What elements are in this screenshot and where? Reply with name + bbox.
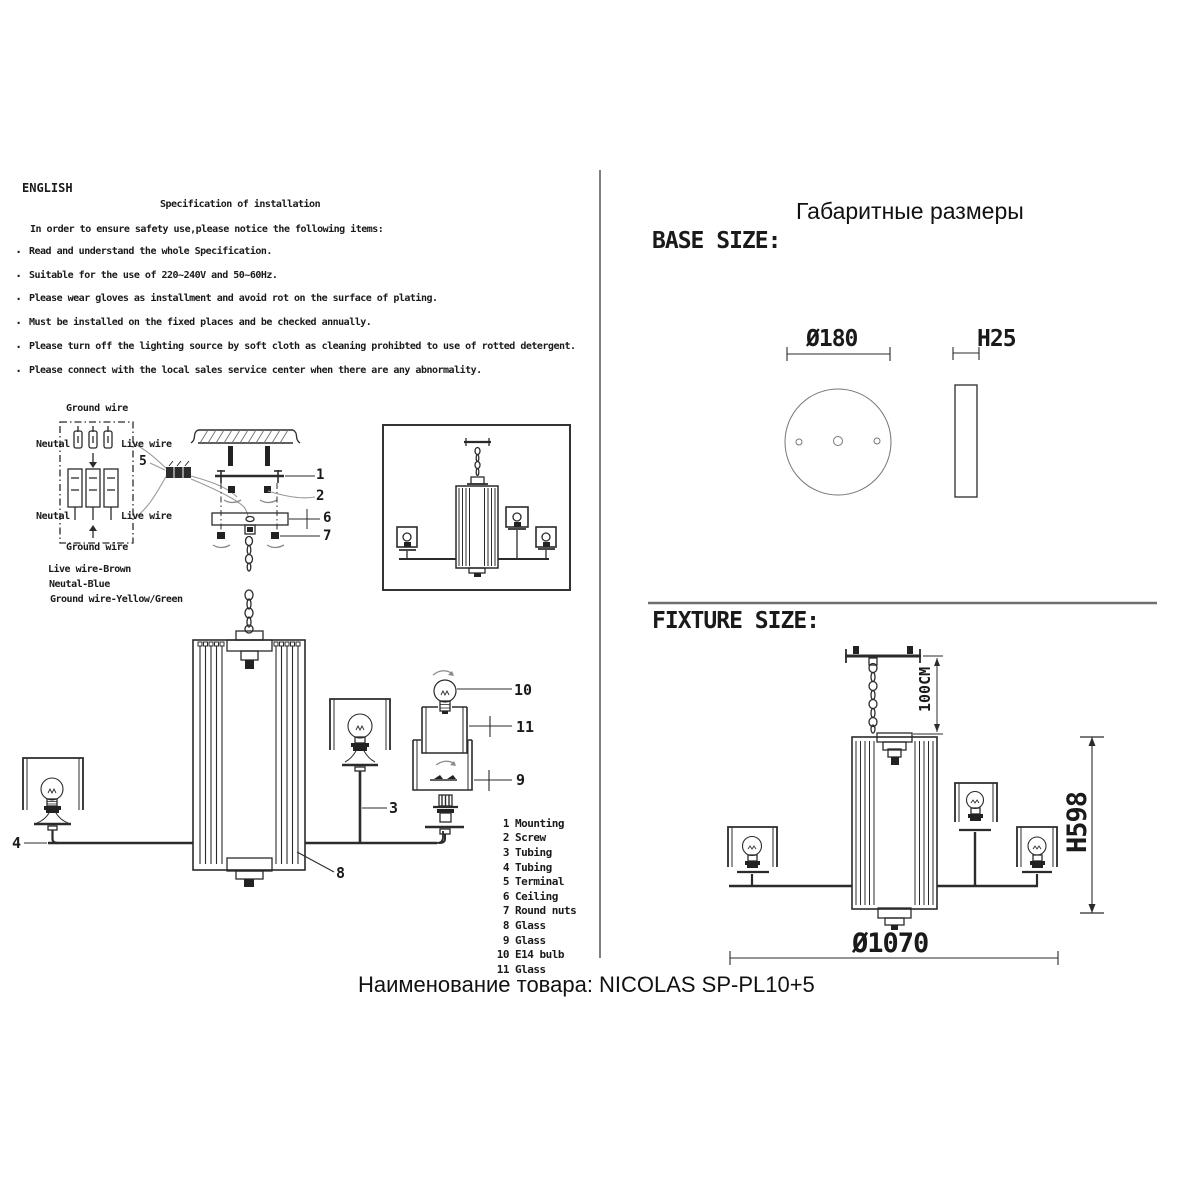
base-height-dim: H25 — [977, 326, 1016, 352]
neutral-top-label: Neutal — [36, 439, 70, 450]
fixture-height-dim: H598 — [1062, 791, 1093, 853]
spec-bullet: · Please wear gloves as installment and avoid rot on the surface of plating. — [29, 293, 438, 304]
parts-list-row: 11 Glass — [496, 962, 546, 976]
dimensions-title-ru: Габаритные размеры — [796, 198, 1024, 224]
parts-list-row: 3 Tubing — [502, 845, 552, 859]
ground-wire-bottom-label: Ground wire — [66, 542, 128, 553]
base-diameter-dim: Ø180 — [806, 326, 858, 352]
legend-neutral: Neutal-Blue — [49, 579, 110, 590]
spec-bullet: · Read and understand the whole Specification. — [29, 246, 272, 257]
parts-list-row: 8 Glass — [502, 918, 546, 932]
live-wire-bottom-label: Live wire — [121, 511, 172, 522]
parts-list-row: 2 Screw — [502, 831, 546, 845]
callout-screw: 2 — [316, 488, 325, 504]
legend-ground-wire: Ground wire-Yellow/Green — [50, 594, 183, 605]
parts-list — [492, 816, 576, 977]
parts-list-row: 10 E14 bulb — [496, 948, 564, 962]
spec-bullet: · Must be installed on the fixed places and be checked annually. — [29, 317, 371, 328]
callout-tubing-3: 3 — [389, 799, 399, 817]
product-name-line — [358, 972, 821, 998]
inset-overview-drawing — [383, 425, 570, 590]
spec-bullet: · Please turn off the lighting source by soft cloth as cleaning prohibted to use of rotted detergent. — [29, 341, 576, 352]
callout-mounting: 1 — [316, 467, 325, 483]
base-size-heading: BASE SIZE: — [652, 228, 781, 254]
callout-bulb-10: 10 — [514, 681, 533, 699]
chain-length-dim: 100CM — [916, 666, 934, 712]
english-heading: ENGLISH — [22, 181, 73, 195]
base-size-drawing — [785, 347, 979, 497]
callout-glass-8: 8 — [336, 864, 346, 882]
spec-bullet: · Suitable for the use of 220~240V and 50~60Hz. — [29, 270, 277, 281]
mount-diagram — [191, 430, 320, 571]
callout-tubing-4: 4 — [12, 834, 22, 852]
product-name: NICOLAS SP-PL10+5 — [598, 972, 815, 997]
fixture-size-heading: FIXTURE SIZE: — [652, 608, 820, 634]
callout-glass-9: 9 — [516, 771, 526, 789]
callout-ceiling: 6 — [323, 510, 332, 526]
neutral-bottom-label: Neutal — [36, 511, 70, 522]
parts-list-row: 6 Ceiling — [502, 889, 558, 903]
spec-intro: In order to ensure safety use,please notice the following items: — [30, 224, 384, 235]
parts-list-row: 5 Terminal — [502, 875, 564, 889]
spec-bullet: · Please connect with the local sales service center when there are any abnormality. — [29, 365, 482, 376]
parts-list-row: 9 Glass — [502, 933, 546, 947]
legend-live-wire: Live wire-Brown — [48, 564, 131, 575]
ground-wire-top-label: Ground wire — [66, 403, 128, 414]
parts-list-row: 7 Round nuts — [502, 904, 577, 918]
main-assembly-drawing — [23, 590, 512, 887]
parts-list-row: 1 Mounting — [502, 816, 564, 830]
callout-glass-11: 11 — [516, 718, 535, 736]
spec-title: Specification of installation — [160, 199, 321, 210]
fixture-diameter-dim: Ø1070 — [852, 928, 929, 959]
live-wire-top-label: Live wire — [121, 439, 172, 450]
callout-round-nuts: 7 — [323, 528, 332, 544]
terminal-number-label: 5 — [139, 454, 147, 469]
product-label: Наименование товара: — [358, 972, 593, 997]
parts-list-row: 4 Tubing — [502, 860, 552, 874]
